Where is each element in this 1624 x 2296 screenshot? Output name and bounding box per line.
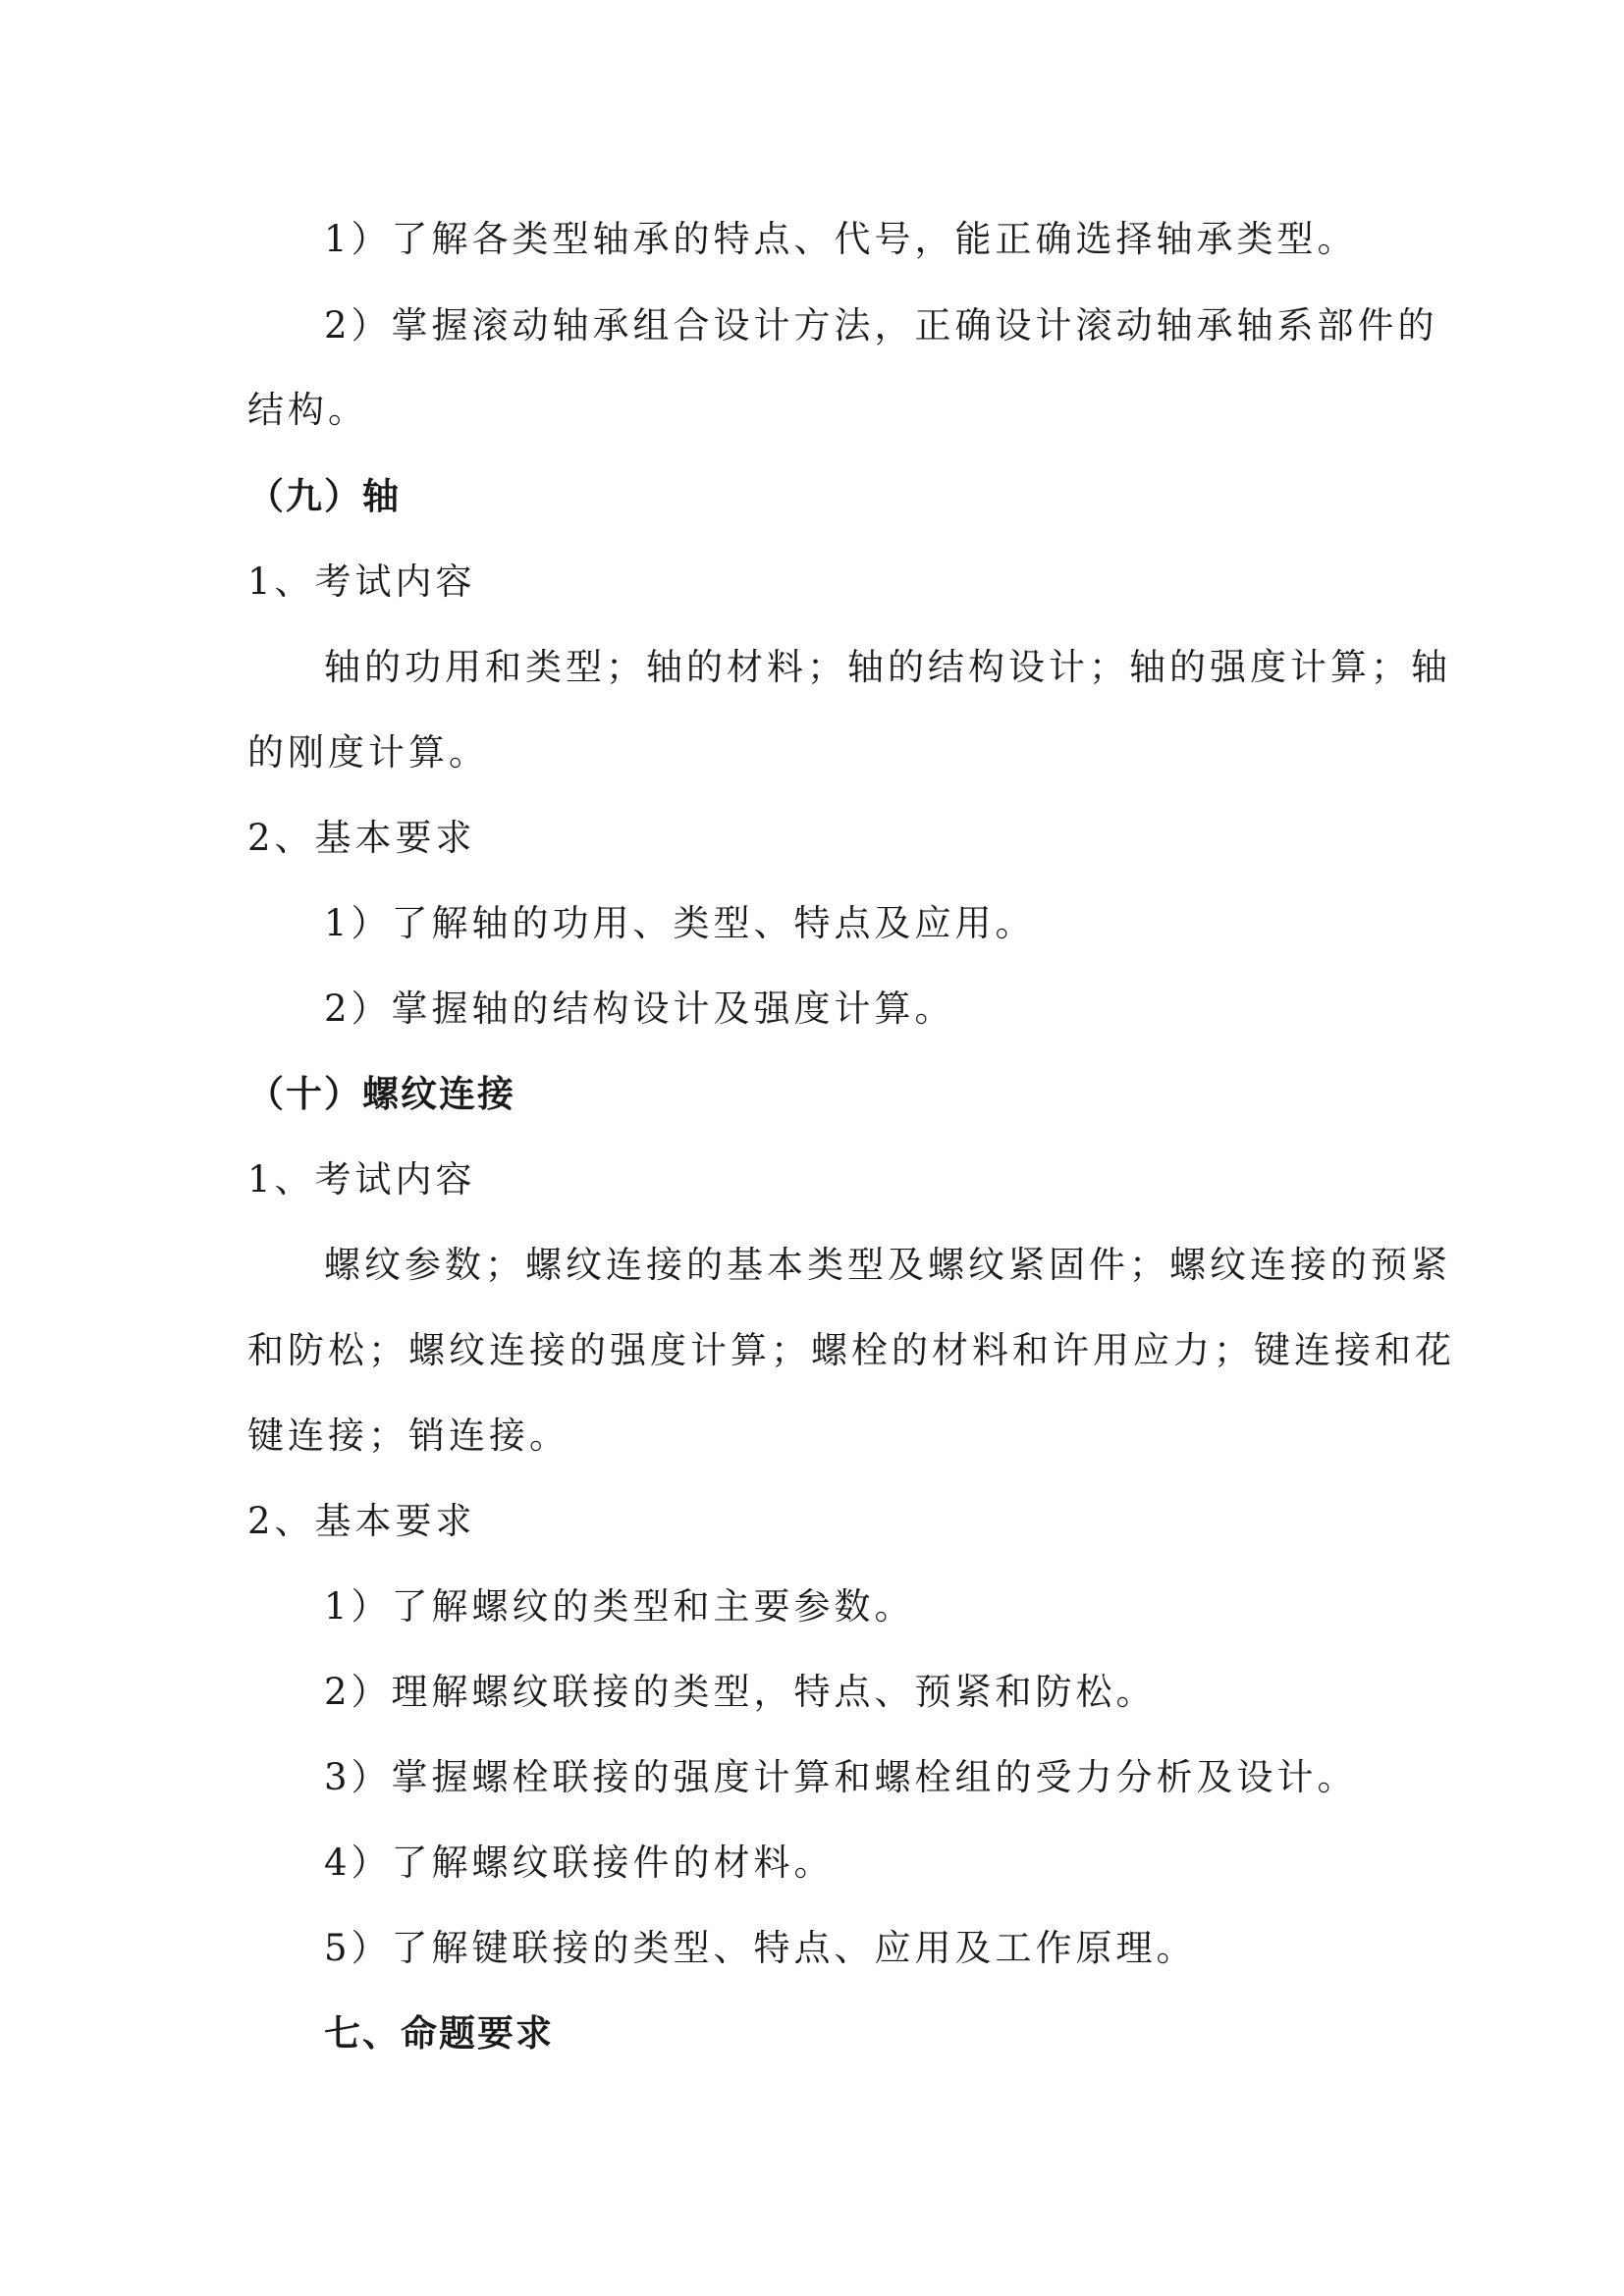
thread-requirement-4: 4）了解螺纹联接件的材料。 [324, 1842, 835, 1884]
bearing-requirement-2: 2）掌握滚动轴承组合设计方法，正确设计滚动轴承轴系部件的 [324, 304, 1438, 347]
thread-requirement-3: 3）掌握螺栓联接的强度计算和螺栓组的受力分析及设计。 [324, 1756, 1358, 1798]
thread-requirement-1: 1）了解螺纹的类型和主要参数。 [324, 1585, 915, 1628]
section-heading-thread-connection: （十）螺纹连接 [247, 1073, 515, 1115]
thread-requirement-2: 2）理解螺纹联接的类型，特点、预紧和防松。 [324, 1671, 1157, 1713]
bearing-requirement-1: 1）了解各类型轴承的特点、代号，能正确选择轴承类型。 [324, 218, 1358, 260]
thread-requirement-5: 5）了解键联接的类型、特点、应用及工作原理。 [324, 1927, 1197, 1969]
shaft-requirement-2: 2）掌握轴的结构设计及强度计算。 [324, 988, 955, 1030]
thread-exam-content-continued-2: 键连接；销连接。 [247, 1415, 569, 1457]
subsection-basic-requirements: 2、基本要求 [247, 817, 476, 859]
subsection-exam-content: 1、考试内容 [247, 1158, 476, 1201]
subsection-basic-requirements: 2、基本要求 [247, 1500, 476, 1542]
thread-exam-content-continued-1: 和防松；螺纹连接的强度计算；螺栓的材料和许用应力；键连接和花 [247, 1329, 1455, 1371]
subsection-exam-content: 1、考试内容 [247, 561, 476, 603]
shaft-exam-content: 轴的功用和类型；轴的材料；轴的结构设计；轴的强度计算；轴 [324, 646, 1451, 688]
section-heading-proposition-requirements: 七、命题要求 [324, 2012, 554, 2055]
shaft-requirement-1: 1）了解轴的功用、类型、特点及应用。 [324, 902, 1036, 944]
thread-exam-content: 螺纹参数；螺纹连接的基本类型及螺纹紧固件；螺纹连接的预紧 [324, 1244, 1451, 1286]
shaft-exam-content-continued: 的刚度计算。 [247, 731, 489, 774]
bearing-requirement-2-continued: 结构。 [247, 389, 368, 431]
section-heading-shaft: （九）轴 [247, 475, 401, 517]
